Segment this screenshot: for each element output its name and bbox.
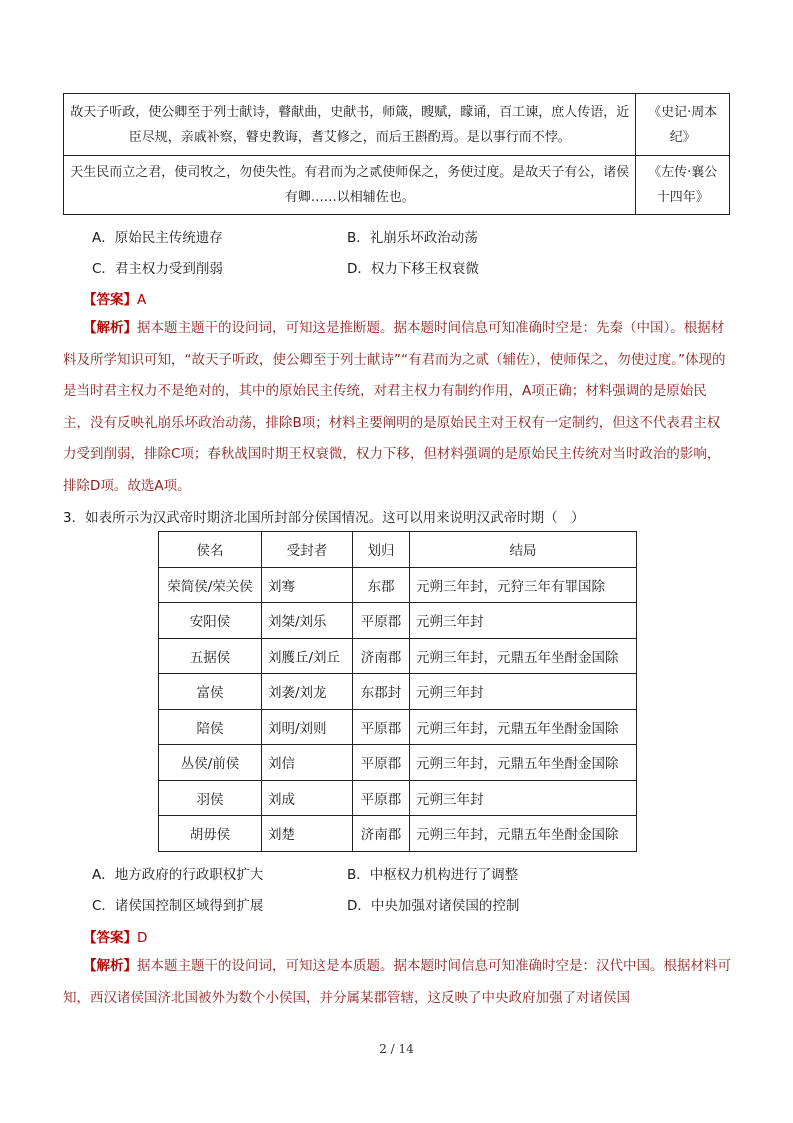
table-cell: 元朔三年封，元鼎五年坐酎金国除 [410,745,637,781]
table-row [159,780,637,816]
table-cell: 济南郡 [353,638,410,674]
table-cell: 刘袭/刘龙 [262,674,353,710]
answer-value: D [137,930,148,946]
column-header: 受封者 [262,532,353,568]
q3-option-c: C．诸侯国控制区域得到扩展 [92,898,264,914]
analysis-label: 【解析】 [83,320,137,336]
q3-option-a: A．地方政府的行政职权扩大 [92,867,264,883]
answer-label: 【答案】 [83,292,137,308]
q2-analysis [63,313,731,502]
source-citation: 《左传·襄公十四年》 [636,156,730,215]
table-cell: 富侯 [159,674,262,710]
fief-table [158,531,637,852]
q2-option-c: C．君主权力受到削弱 [92,261,223,277]
table-cell: 济南郡 [353,816,410,852]
table-cell: 东郡封 [353,674,410,710]
column-header: 划归 [353,532,410,568]
table-cell: 东郡 [353,567,410,603]
table-cell: 五据侯 [159,638,262,674]
table-cell: 元朔三年封，元鼎五年坐酎金国除 [410,709,637,745]
analysis-label: 【解析】 [83,958,137,974]
q2-option-d: D．权力下移王权衰微 [347,261,479,277]
q3-option-d: D．中央加强对诸侯国的控制 [347,898,520,914]
source-row [64,94,730,156]
answer-label: 【答案】 [83,930,137,946]
table-row [159,745,637,781]
source-citation: 《史记·周本纪》 [636,94,730,156]
q2-option-a: A．原始民主传统遗存 [92,230,223,246]
q2-option-b: B．礼崩乐坏政治动荡 [347,230,478,246]
table-row [159,674,637,710]
table-cell: 刘桀/刘乐 [262,603,353,639]
q3-option-b: B．中枢权力机构进行了调整 [347,867,519,883]
table-cell: 陪侯 [159,709,262,745]
table-cell: 胡毋侯 [159,816,262,852]
q3-analysis [63,951,731,1014]
table-cell: 荣简侯/荣关侯 [159,567,262,603]
table-header-row [159,532,637,568]
table-cell: 安阳侯 [159,603,262,639]
table-cell: 元朔三年封 [410,780,637,816]
table-cell: 刘成 [262,780,353,816]
source-quote: 故天子听政，使公卿至于列士献诗，瞽献曲，史献书，师箴，瞍赋，矇诵，百工谏，庶人传语，近臣尽规，亲戚补察，瞽史教诲，耆艾修之，而后王斟酌焉。是以事行而不悖。 [64,94,636,156]
column-header: 侯名 [159,532,262,568]
table-cell: 平原郡 [353,780,410,816]
table-cell: 羽侯 [159,780,262,816]
column-header: 结局 [410,532,637,568]
source-row [64,156,730,215]
table-cell: 刘臒丘/刘丘 [262,638,353,674]
table-cell: 元朔三年封，元鼎五年坐酎金国除 [410,638,637,674]
table-cell: 刘明/刘则 [262,709,353,745]
source-quote: 天生民而立之君，使司牧之，勿使失性。有君而为之贰使师保之，务使过度。是故天子有公，诸侯有卿……以相辅佐也。 [64,156,636,215]
table-cell: 元朔三年封，元狩三年有罪国除 [410,567,637,603]
table-cell: 元朔三年封 [410,674,637,710]
analysis-text: 据本题主题干的设问词，可知这是本质题。据本题时间信息可知准确时空是：汉代中国。根据材料可知，西汉诸侯国济北国被外为数个小侯国，并分属某郡管辖，这反映了中央政府加强了对诸侯国 [63,958,731,1006]
table-row [159,638,637,674]
q3-answer [83,926,147,946]
table-cell: 平原郡 [353,709,410,745]
table-cell: 元朔三年封，元鼎五年坐酎金国除 [410,816,637,852]
table-row [159,567,637,603]
source-table [63,93,730,215]
analysis-text: 据本题主题干的设问词，可知这是推断题。据本题时间信息可知准确时空是：先秦（中国）。根据材料及所学知识可知，“故天子听政，使公卿至于列士献诗”“有君而为之贰（辅佐），使师保之，勿使过度。”体现的是当时君主权力不是绝对的，其中的原始民主传统，对君主权力有制约作用，A项正确；材料强调的是原始民主，没有反映礼崩乐坏政治动荡，排除B项；材料主要阐明的是原始民主对王权有一定制约，但这不代表君主权力受到削弱，排除C项；春秋战国时期王权衰微，权力下移，但材料强调的是原始民主传统对当时政治的影响，排除D项。故选A项。 [63,320,726,494]
table-cell: 刘楚 [262,816,353,852]
q3-stem: 3．如表所示为汉武帝时期济北国所封部分侯国情况。这可以用来说明汉武帝时期（ ） [63,510,585,526]
table-row [159,603,637,639]
table-cell: 平原郡 [353,603,410,639]
table-row [159,816,637,852]
answer-value: A [137,292,147,308]
table-cell: 元朔三年封 [410,603,637,639]
table-row [159,709,637,745]
q2-answer [83,288,146,308]
table-cell: 丛侯/前侯 [159,745,262,781]
page-number: 2 / 14 [379,1042,414,1056]
table-cell: 平原郡 [353,745,410,781]
table-cell: 刘骞 [262,567,353,603]
table-cell: 刘信 [262,745,353,781]
